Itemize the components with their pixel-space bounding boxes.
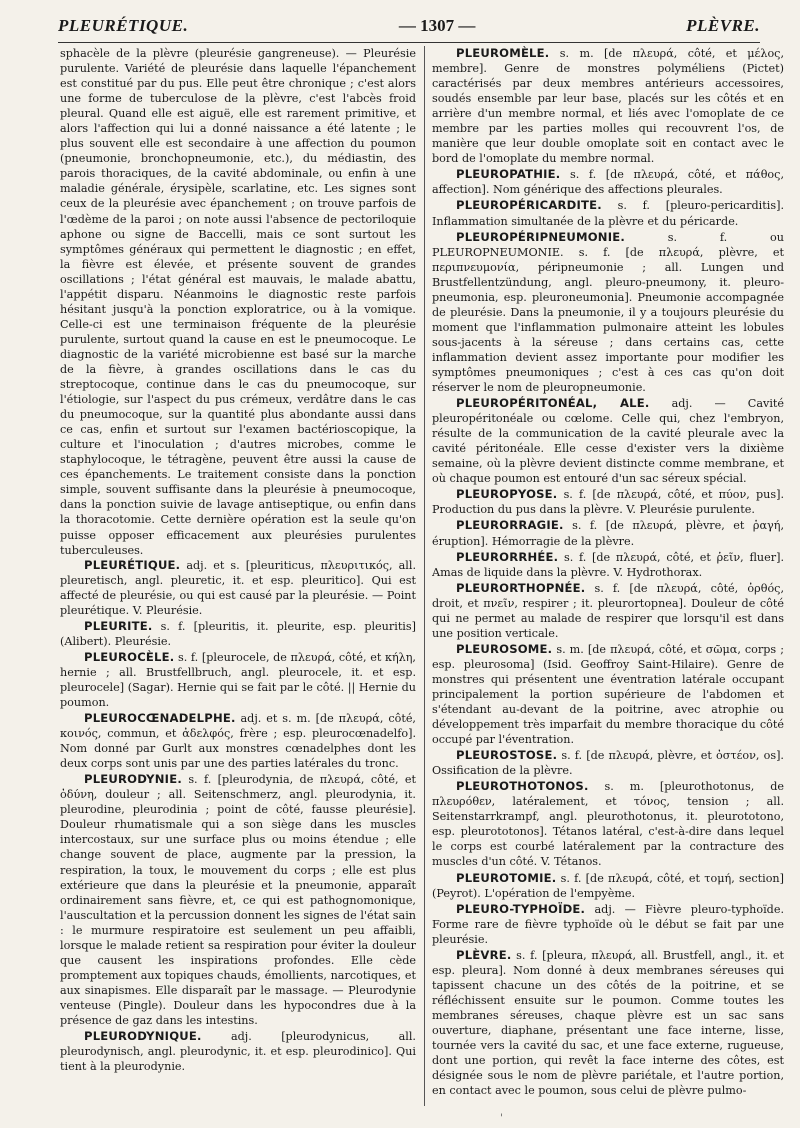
right-entries bbox=[432, 46, 784, 1098]
dictionary-entry bbox=[432, 902, 784, 947]
left-column bbox=[60, 46, 416, 1112]
entry-definition: adj. [pleurodynicus, all. pleurodynisch, angl. pleurodynic, it. et esp. pleurodinico]. Qui tient à la pleurodynie. bbox=[60, 1030, 416, 1074]
right-column bbox=[432, 46, 784, 1112]
entry-headword: PLEUROTHOTONOS. bbox=[456, 779, 589, 794]
entry-headword: PLEURORRHÉE. bbox=[456, 549, 559, 564]
entry-headword: PLEURORTHOPNÉE. bbox=[456, 580, 586, 595]
entry-headword: PLEUROSOME. bbox=[456, 641, 553, 656]
entry-definition: adj. — Fièvre pleuro-typhoïde. Forme rare de fièvre typhoïde où le début se fait par une pleurésie. bbox=[432, 902, 784, 946]
entry-definition: s. m. [pleurothotonus, de πλευρόθεν, latéralement, et τόνος, tension ; all. Seitenstarrkrampf, angl. pleurothotonus, it. pleurototono, esp. pleurototonos]. Tétanos latéral, c'est-à-dire dans lequel le corps est courbé latéralement par la contracture des muscles d'un côté. V. Tétanos. bbox=[432, 780, 784, 869]
entry-definition: s. f. [de πλευρά, plèvre, et ὀστέον, os]. Ossification de la plèvre. bbox=[432, 749, 784, 778]
dictionary-entry bbox=[432, 948, 784, 1098]
dictionary-entry bbox=[432, 550, 784, 580]
entry-headword: PLEURO-TYPHOÏDE. bbox=[456, 901, 586, 916]
entry-headword: PLEUROMÈLE. bbox=[456, 46, 550, 60]
entry-definition: s. m. [de πλευρά, côté, et σῶμα, corps ; esp. pleurosoma] (Isid. Geoffroy Saint-Hilaire). Genre de monstres qui présentent une éventration latérale occupant principalement la portion supérieure de l'abdomen et s'étendant au-devant de la poitrine, avec atrophie ou développement très imparfait du membre thoracique du côté occupé par l'éventration. bbox=[432, 642, 784, 747]
entry-definition: s. f. ou PLEUROPNEUMONIE. s. f. [de πλευρά, plèvre, et περιπνευμονία, péripneumonie ; all. Lungen und Brustfellentzündung, angl. pleuro-pneumony, it. pleuro-pneumonia, esp. pleuroneumonia]. Pneumonie accompagnée de pleurésie. Dans la pneumonie, il y a toujours pleurésie du moment que l'inflammation pulmonaire atteint les lobules sous-jacents à la séreuse ; dans certains cas, cette inflammation devient assez importante pour modifier les symptômes pneumoniques ; c'est à ces cas qu'on doit réserver le nom de pleuropneumonie. bbox=[432, 230, 784, 395]
entry-definition: adj. et s. m. [de πλευρά, côté, κοινός, commun, et ἀδελφός, frère ; esp. pleurocœnadelfo]. Nom donné par Gurlt aux monstres cœnadelphes dont les deux corps sont unis par une des parties latérales du tronc. bbox=[60, 712, 416, 771]
dictionary-entry bbox=[60, 772, 416, 1028]
entry-headword: PLEUROCŒNADELPHE. bbox=[84, 711, 236, 726]
left-entries bbox=[60, 558, 416, 1075]
entry-definition: adj. — Cavité pleuropéritonéale ou cœlome. Celle qui, chez l'embryon, résulte de la communication de la cavité pleurale avec la cavité péritonéale. Elle cesse d'exister vers la dixième semaine, où la plèvre devient distincte comme membrane, et où chaque poumon est entouré d'un sac séreux spécial. bbox=[432, 397, 784, 486]
continuation-text: sphacèle de la plèvre (pleurésie gangreneuse). — Pleurésie purulente. Variété de pleurésie dans laquelle l'épanchement est constitué par du pus. Elle peut être chronique ; c'est alors une forme de tuberculose de la plèvre, c'est l'abcès froid pleural. Quand elle est aiguë, elle est rarement primitive, et alors l'affection qui lui a donné naissance a été latente ; le plus souvent elle est secondaire à une affection du poumon (pneumonie, bronchopneumonie, etc.), du médiastin, des parois thoraciques, de la cavité abdominale, ou enfin à une maladie générale, érysipèle, scarlatine, etc. Les signes sont ceux de la pleurésie avec épanchement ; on trouve parfois de l'œdème de la paroi ; on note aussi l'absence de pectoriloquie aphone ou signe de Baccelli, mais ce sont surtout les symptômes généraux qui permettent le diagnostic ; en effet, la fièvre est élevée, et présente souvent de grandes oscillations ; l'état général est mauvais, le malade abattu, l'appétit disparu. Néanmoins le diagnostic reste parfois hésitant jusqu'à la ponction exploratrice, ou à la vomique. Celle-ci est une terminaison fréquente de la pleurésie purulente, surtout quand la cause en est le pneumocoque. Le diagnostic de la variété microbienne est basé sur la marche de la fièvre, à grandes oscillations dans le cas du streptocoque, continue dans le cas du pneumocoque, sur l'étiologie, sur l'aspect du pus crémeux, verdâtre dans le cas du pneumocoque, sur la quantité plus abondante aussi dans ce cas, enfin et surtout sur l'examen bactérioscopique, la culture et l'inoculation ; d'autres microbes, comme le staphylocoque, le tétragène, peuvent être aussi la cause de ces épanchements. Le traitement consiste dans la ponction simple, souvent suffisante dans la pleurésie à pneumocoque, dans la ponction suivie de lavage antiseptique, ou enfin dans la thoracotomie. Cette dernière opération est la seule qu'on puisse opposer efficacement aux pleurésies purulentes tuberculeuses. bbox=[60, 47, 416, 557]
dictionary-entry bbox=[432, 642, 784, 747]
dictionary-entry bbox=[432, 487, 784, 517]
dictionary-entry bbox=[432, 198, 784, 228]
entry-headword: PLEUROPATHIE. bbox=[456, 167, 561, 182]
entry-definition: adj. et s. [pleuriticus, πλευριτικός, all. pleuretisch, angl. pleuretic, it. et esp. pleuritico]. Qui est affecté de pleurésie, ou qui est causé par la pleurésie. — Point pleurétique. V. Pleurésie. bbox=[60, 558, 416, 617]
entry-headword: PLEURITE. bbox=[84, 618, 153, 633]
entry-headword: PLEUROCÈLE. bbox=[84, 649, 175, 664]
dictionary-entry bbox=[432, 396, 784, 486]
header-rule bbox=[58, 42, 760, 43]
dictionary-entry bbox=[60, 619, 416, 649]
header-right-headword: PLÈVRE. bbox=[686, 16, 760, 35]
entry-definition: s. f. [de πλευρά, côté, et ῥεῖν, fluer]. Amas de liquide dans la plèvre. V. Hydrothorax. bbox=[432, 550, 784, 579]
dictionary-entry bbox=[432, 46, 784, 166]
entry-definition: s. f. [de πλευρά, côté, et τομή, section] (Peyrot). L'opération de l'empyème. bbox=[432, 871, 784, 900]
entry-definition: s. f. [pleuritis, it. pleurite, esp. pleuritis] (Alibert). Pleurésie. bbox=[60, 619, 416, 648]
dictionary-entry bbox=[432, 230, 784, 396]
entry-definition: s. f. [pleura, πλευρά, all. Brustfell, angl., it. et esp. pleura]. Nom donné à deux membranes séreuses qui tapissent chacune un des côtés de la poitrine, et se réfléchissent ensuite sur le poumon. Comme toutes les membranes séreuses, chaque plèvre est un sac sans ouverture, diaphane, présentant une face interne, lisse, tournée vers la cavité du sac, et une face externe, rugueuse, dont une portion, qui revêt la face interne des côtes, est désignée sous le nom de plèvre pariétale, et l'autre portion, en contact avec le poumon, sous celui de plèvre pulmo- bbox=[432, 948, 784, 1098]
entry-definition: s. f. [de πλευρά, côté, ὀρθός, droit, et πνεῖν, respirer ; it. pleurortopnea]. Douleur de côté qui ne permet au malade de respirer que lorsqu'il est dans une position verticale. bbox=[432, 581, 784, 640]
page-number: — 1307 — bbox=[398, 16, 476, 35]
entry-definition: s. f. [pleurodynia, de πλευρά, côté, et ὀδύνη, douleur ; all. Seitenschmerz, angl. pleurodynia, it. pleurodine, pleurodinia ; point de côté, fausse pleurésie]. Douleur rhumatismale qui a son siège dans les muscles intercostaux, sur une surface plus ou moins étendue ; elle change souvent de place, augmente par la pression, la respiration, la toux, le mouvement du corps ; elle est plus extérieure que dans la pleurésie et la pneumonie, apparaît ordinairement sans fièvre, et, ce qui est pathognomonique, l'auscultation et la percussion donnent les signes de l'état sain : le murmure respiratoire est seulement un peu affaibli, lorsque le malade retient sa respiration pour éviter la douleur que causent les inspirations profondes. Elle cède promptement aux topiques chauds, émollients, narcotiques, et aux sinapismes. Elle disparaît par le massage. — Pleurodynie venteuse (Pingle). Douleur dans les hypocondres due à la présence de gaz dans les intestins. bbox=[60, 773, 416, 1027]
entry-headword: PLÈVRE. bbox=[456, 947, 512, 962]
entry-definition: s. f. [pleurocele, de πλευρά, côté, et κήλη, hernie ; all. Brustfellbruch, angl. pleurocele, it. et esp. pleurocele] (Sagar). Hernie qui se fait par le côté. || Hernie du poumon. bbox=[60, 650, 416, 710]
entry-headword: PLEURORRAGIE. bbox=[456, 518, 564, 533]
dictionary-entry bbox=[60, 1029, 416, 1074]
footer-mark: ' bbox=[500, 1113, 503, 1124]
entry-headword: PLEURODYNIE. bbox=[84, 772, 182, 787]
entry-headword: PLEUROTOMIE. bbox=[456, 870, 557, 885]
entry-definition: s. f. [de πλευρά, plèvre, et ῥαγή, éruption]. Hémorragie de la plèvre. bbox=[432, 519, 784, 548]
header-left-headword: PLEURÉTIQUE. bbox=[58, 16, 189, 35]
dictionary-entry bbox=[432, 748, 784, 778]
entry-definition: s. f. [de πλευρά, côté, et πύον, pus]. Production du pus dans la plèvre. V. Pleurésie purulente. bbox=[432, 488, 784, 517]
entry-headword: PLEURÉTIQUE. bbox=[84, 557, 181, 572]
dictionary-entry bbox=[60, 650, 416, 710]
dictionary-entry bbox=[60, 558, 416, 618]
dictionary-entry bbox=[432, 871, 784, 901]
dictionary-entry bbox=[432, 167, 784, 197]
dictionary-entry bbox=[432, 779, 784, 869]
entry-headword: PLEUROPÉRICARDITE. bbox=[456, 198, 602, 213]
entry-definition: s. f. [pleuro-pericarditis]. Inflammation simultanée de la plèvre et du péricarde. bbox=[432, 199, 784, 228]
entry-headword: PLEUROPÉRIPNEUMONIE. bbox=[456, 229, 625, 244]
entry-headword: PLEUROSTOSE. bbox=[456, 748, 558, 763]
entry-definition: s. f. [de πλευρά, côté, et πάθος, affection]. Nom générique des affections pleurales. bbox=[432, 168, 784, 197]
dictionary-entry bbox=[60, 711, 416, 771]
running-head bbox=[58, 16, 760, 40]
dictionary-entry bbox=[432, 581, 784, 641]
column-divider bbox=[424, 46, 425, 1106]
entry-headword: PLEURODYNIQUE. bbox=[84, 1029, 202, 1044]
dictionary-entry bbox=[432, 518, 784, 548]
entry-headword: PLEUROPÉRITONÉAL, ALE. bbox=[456, 396, 650, 411]
entry-definition: s. m. [de πλευρά, côté, et μέλος, membre]. Genre de monstres polyméliens (Pictet) caractérisés par deux membres antérieurs accessoires, soudés ensemble par leur base, placés sur les côtés et en arrière d'un membre normal, et liés avec l'omoplate de ce membre par les parties molles qui recouvrent l'os, de manière que leur double omoplate soit en contact avec le bord de l'omoplate du membre normal. bbox=[432, 47, 784, 166]
entry-headword: PLEUROPYOSE. bbox=[456, 487, 558, 502]
